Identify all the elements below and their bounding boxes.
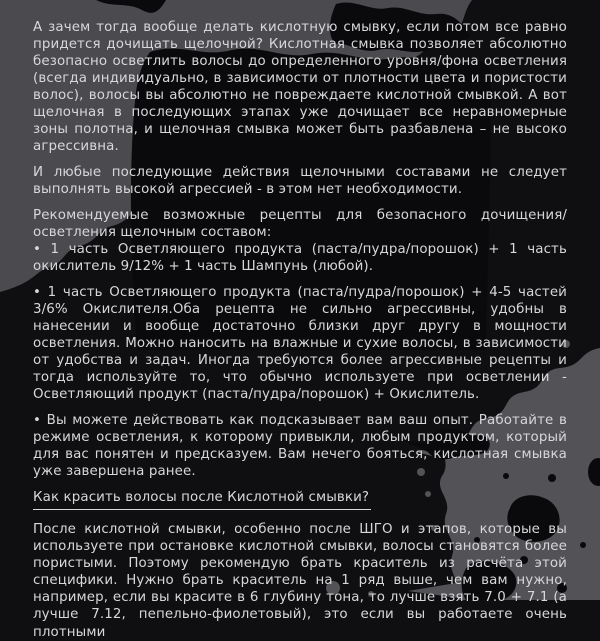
section-heading-text: Как красить волосы после Кислотной смывки? bbox=[33, 489, 371, 510]
paragraph-why-acid-wash: А зачем тогда вообще делать кислотную смывку, если потом все равно придется дочищать щелочной? Кислотная смывка позволяет абсолютно безопасно осветлить волосы до определенного уровня/фона осветления (всегда индивидуально, в зависимости от плотности цвета и пористости волос), волосы вы абсолютно не повреждаете кислотной смывкой. А вот щелочная в последующих этапах уже дочищает все неравномерные зоны полотна, и щелочная смывка может быть разбавлена – не высоко агрессивна. bbox=[33, 20, 567, 155]
recipe-bullet-2: • 1 часть Осветляющего продукта (паста/пудра/порошок) + 4-5 частей 3/6% Окислителя.Оба рецепта не сильно агрессивны, удобны в нанесении и вообще достаточно близки друг другу в мощности осветления. Можно наносить на влажные и сухие волосы, в зависимости от удобства и задач. Иногда требуются более агрессивные рецепты и тогда используйте то, что обычно используете при осветлении - Осветляющий продукт (паста/пудра/порошок) + Окислитель. bbox=[33, 285, 567, 403]
recipes-intro: Рекомендуемые возможные рецепты для безопасного дочищения/осветления щелочным составом: bbox=[33, 208, 567, 241]
recipe-bullet-3: • Вы можете действовать как подсказывает вам ваш опыт. Работайте в режиме осветления, к которому привыкли, любым продуктом, который для вас понятен и предсказуем. Вам нечего бояться, кислотная смывка уже завершена ранее. bbox=[33, 413, 567, 480]
paragraph-coloring-after-wash: После кислотной смывки, особенно после ШГО и этапов, которые вы используете при остановке кислотной смывки, волосы становятся более пористыми. Поэтому рекомендую брать краситель из расчёта этой специфики. Нужно брать краситель на 1 ряд выше, чем вам нужно, например, если вы красите в 6 глубину тона, то лучше взять 7.0 + 7.1 (а лучше 7.12, пепельно-фиолетовый), это если вы работаете очень плотными bbox=[33, 522, 567, 640]
section-heading bbox=[33, 489, 567, 510]
paragraph-alkaline-followup: И любые последующие действия щелочными составами не следует выполнять высокой агрессией - в этом нет необходимости. bbox=[33, 165, 567, 198]
recipe-bullet-1: • 1 часть Осветляющего продукта (паста/пудра/порошок) + 1 часть окислитель 9/12% + 1 часть Шампунь (любой). bbox=[33, 242, 567, 275]
